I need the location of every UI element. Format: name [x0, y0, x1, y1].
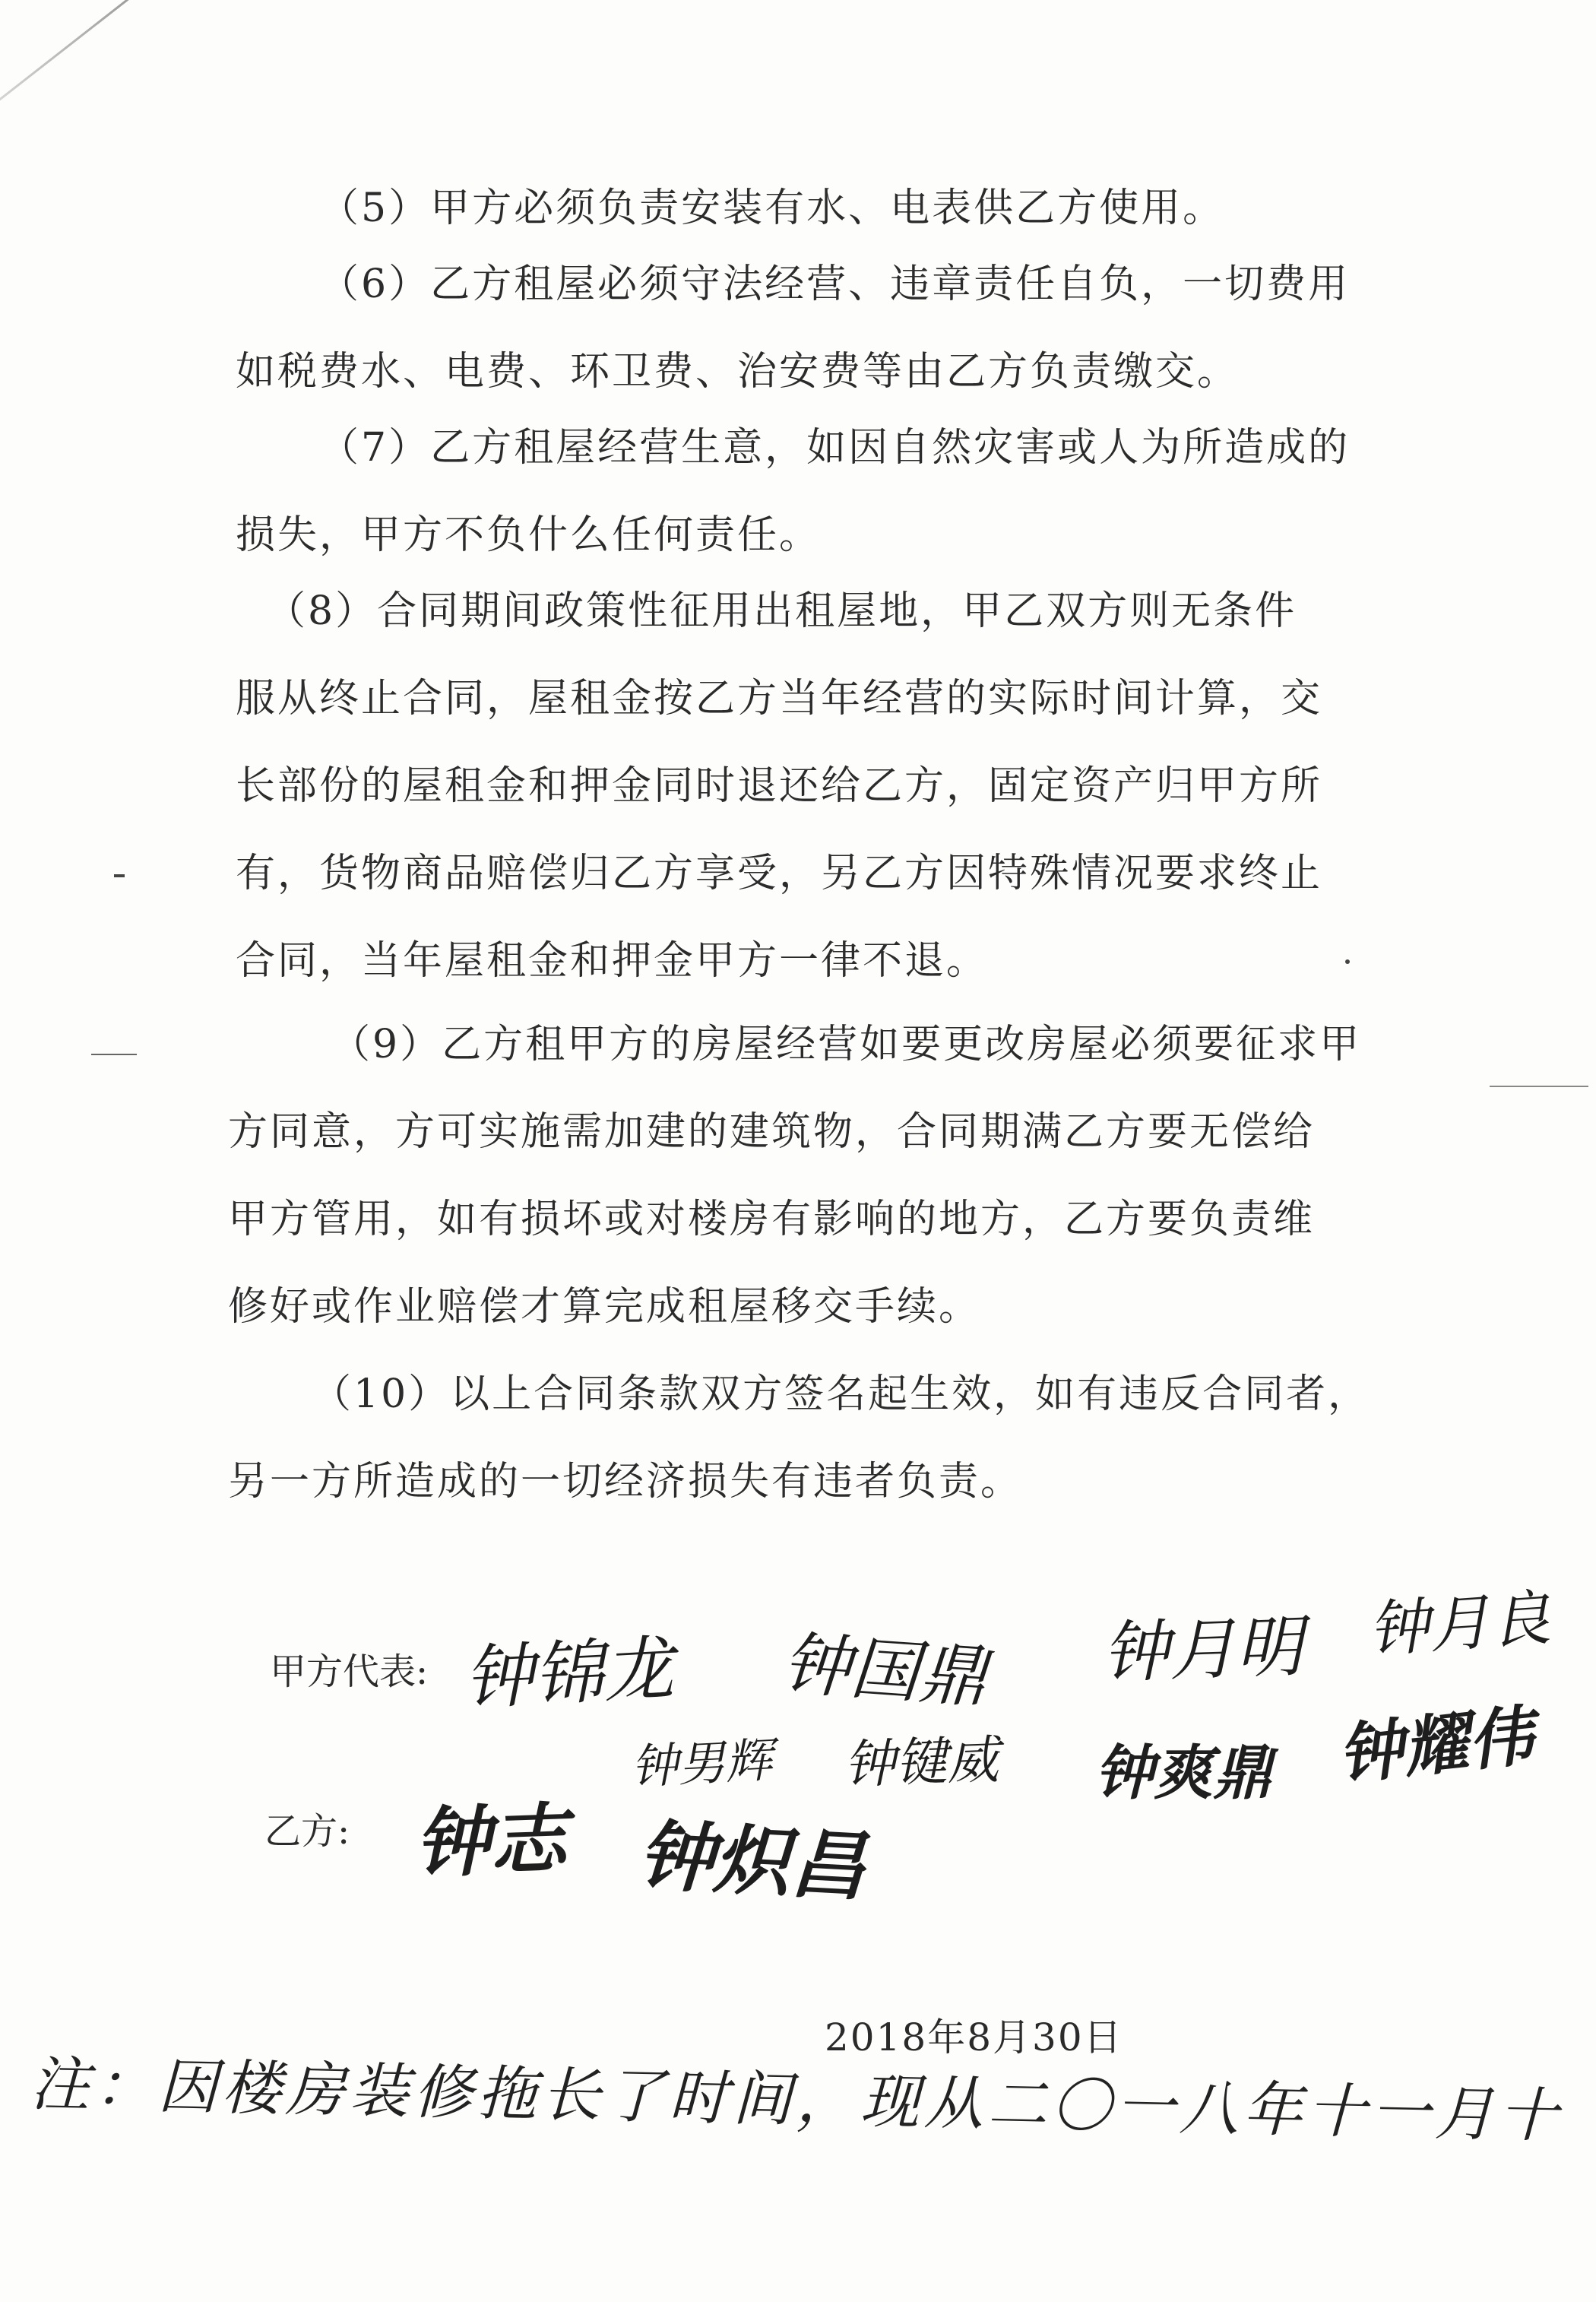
clause-line: 如税费水、电费、环卫费、治安费等由乙方负责缴交。 — [236, 349, 1240, 395]
contract-date: 2018年8月30日 — [825, 2015, 1123, 2059]
clause-line: 损失，甲方不负什么任何责任。 — [236, 512, 822, 558]
scan-fold-mark — [0, 0, 283, 123]
signature-image: 钟志 — [413, 1794, 568, 1888]
clause-line: （6）乙方租屋必须守法经营、违章责任自负，一切费用 — [319, 262, 1351, 307]
signature-image: 钟炽昌 — [635, 1811, 869, 1912]
signature-image: 钟键威 — [842, 1730, 1000, 1796]
clause-line: （9）乙方租甲方的房屋经营如要更改房屋必须要征求甲 — [331, 1022, 1362, 1067]
signature-image: 钟月良 — [1366, 1582, 1553, 1666]
clause-8 — [236, 589, 1391, 1026]
clause-line: （7）乙方租屋经营生意，如因自然灾害或人为所造成的 — [319, 425, 1351, 471]
signature-image: 钟男辉 — [629, 1732, 774, 1795]
clause-line: 有，货物商品赔偿归乙方享受，另乙方因特殊情况要求终止 — [236, 851, 1323, 896]
signature-image: 钟爽鼎 — [1094, 1739, 1273, 1808]
clause-line: 甲方管用，如有损坏或对楼房有影响的地方，乙方要负责维 — [228, 1197, 1316, 1242]
scan-speck — [114, 874, 125, 877]
party-a-label: 甲方代表: — [270, 1650, 429, 1693]
signature-image: 钟锦龙 — [461, 1627, 676, 1720]
clause-7 — [236, 426, 1391, 601]
scan-dash — [1490, 1086, 1588, 1087]
clause-10 — [228, 1371, 1391, 1547]
signature-image: 钟国鼎 — [779, 1624, 990, 1718]
signature-image: 钟耀伟 — [1334, 1698, 1537, 1794]
handwritten-annotation: 注：因楼房装修拖长了时间，现从二〇一八年十一月十 — [30, 2050, 1563, 2151]
clause-5 — [236, 186, 1391, 274]
clause-line: 另一方所造成的一切经济损失有违者负责。 — [228, 1459, 1023, 1505]
clause-line: 方同意，方可实施需加建的建筑物，合同期满乙方要无偿给 — [228, 1109, 1316, 1155]
clause-9 — [228, 1022, 1391, 1372]
clause-line: （5）甲方必须负责安装有水、电表供乙方使用。 — [319, 185, 1225, 231]
clause-line: （10）以上合同条款双方签名起生效，如有违反合同者， — [312, 1371, 1370, 1417]
clause-line: 服从终止合同，屋租金按乙方当年经营的实际时间计算，交 — [236, 676, 1323, 721]
scan-dash — [91, 1054, 137, 1055]
clause-line: 修好或作业赔偿才算完成租屋移交手续。 — [228, 1284, 981, 1330]
party-b-label: 乙方: — [264, 1810, 350, 1853]
clause-line: （8）合同期间政策性征用出租屋地，甲乙双方则无条件 — [266, 588, 1297, 634]
clause-line: 合同，当年屋租金和押金甲方一律不退。 — [236, 938, 989, 984]
signature-image: 钟月明 — [1100, 1606, 1304, 1692]
clause-line: 长部份的屋租金和押金同时退还给乙方，固定资产归甲方所 — [236, 763, 1323, 809]
clause-6 — [236, 262, 1391, 437]
